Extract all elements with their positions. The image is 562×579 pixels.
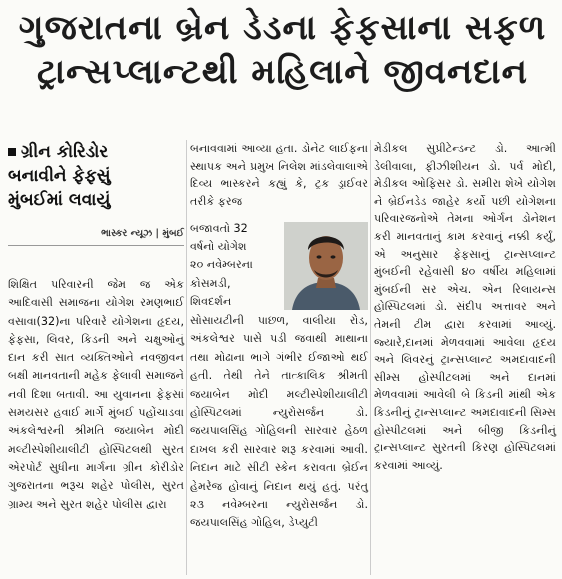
column-divider <box>370 140 371 575</box>
subheading-line-2: બનાવીને ફેફસું <box>8 166 111 186</box>
byline: ભાસ્કર ન્યૂઝ | મુંબઈ <box>101 228 184 239</box>
headline <box>10 6 555 94</box>
person-photo-svg <box>284 222 368 310</box>
column-3 <box>374 140 556 474</box>
divider <box>8 245 184 246</box>
column-2-top-text: બનાવવામાં આવ્યા હતા. ડોનેટ લાઈફના સ્થાપક અને પ્રમુખ નિલેશ માંડલેવાલાએ દિવ્ય ભાસ્કરને કહ્યું કે, ટ્રક ડ્રાઈવર તરીકે ફરજ <box>190 142 368 208</box>
subheading-block <box>8 140 184 246</box>
column-2-line: શિવદર્શન <box>190 294 232 308</box>
headline-line-2: ટ્રાન્સપ્લાન્ટથી મહિલાને જીવનદાન <box>37 52 528 92</box>
column-1-text: શિક્ષિત પરિવારની જેમ જ એક આદિવાસી સમાજના યોગેશ રમણભાઈ વસાવા(32)ના પરિવારે યોગેશના હૃદય, ફેફસા, લિવર, કિડની અને ચક્ષુઓનું દાન કરી સાત વ્યક્તિઓને નવજીવન બક્ષી માનવતાની મહેક ફેલાવી સમાજને નવી દિશા બતાવી. આ યુવાનના ફેફસાં સમયસર હવાઈ માર્ગે મુંબઈ પહોંચાડવા અંકલેશ્વરની શ્રીમતિ જયાબેન મોદી મલ્ટીસ્પેશીયાલીટી હોસ્પિટલથી સુરત એરપોર્ટ સુધીના માર્ગના ગ્રીન કોરીડોર ગુજરાતના ભરૂચ શહેર પોલીસ, સુરત ગ્રામ્ય અને સુરત શહેર પોલીસ દ્વારા <box>8 278 184 511</box>
person-photo-icon <box>284 222 368 310</box>
column-1 <box>8 276 184 514</box>
bullet-icon <box>8 148 16 156</box>
column-2-line: કોસમડી, <box>190 276 231 290</box>
subheading-line-3: મુંબઈમાં લવાયું <box>8 190 111 210</box>
column-2-wrap-lines <box>190 220 282 311</box>
column-2-bottom-text: સોસાયટીની પાછળ, વાલીયા રોડ, અંકલેશ્વર પાસે પડી જવાથી માથાના તથા મોઢાના ભાગે ગંભીર ઈજાઓ થઈ હતી. તેથી તેને તાત્કાલિક શ્રીમતી જયાબેન મોદી મલ્ટીસ્પેશીયાલીટી હોસ્પિટલમાં ન્યુરોસર્જન ડો. જયપાલસિંહ ગોહિલની સારવાર હેઠળ દાખલ કરી સારવાર શરૂ કરવામાં આવી. નિદાન માટે સીટી સ્કેન કરાવતા બ્રેઈન હેમરેજ હોવાનું નિદાન થયું હતું. પરંતુ ૨૩ નવેમ્બરના ન્યુરોસર્જન ડો. જયપાલસિંહ ગોહિલ, ડેપ્યુટી <box>190 314 368 530</box>
column-2-bottom <box>190 312 368 533</box>
column-3-text: મેડીકલ સુપ્રીટેન્ડન્ટ ડો. આત્મી ડેલીવાલા, ફીઝીશીયન ડો. પર્વ મોદી, મેડીકલ ઓફિસર ડો. સમીરા શેખે યોગેશ ને બ્રેઈનડેડ જાહેર કર્યો પછી યોગેશના પરિવારજનોએ તેમના ઓર્ગન ડોનેશન કરી માનવતાનું કામ કરવાનું નક્કી કર્યું, એ અનુસાર ફેફસાનું ટ્રાન્સપ્લાન્ટ મુંબઈની રહેવાસી ૪૦ વર્ષીય મહિલામાં મુંબઈની સર એચ. એન રિલાયન્સ હોસ્પિટલમાં ડો. સંદીપ અત્તાવર અને તેમની ટીમ દ્વારા કરવામાં આવ્યું. જ્યારે,દાનમાં મેળવવામાં આવેલા હૃદય અને લિવરનું ટ્રાન્સપ્લાન્ટ અમદાવાદની સીમ્સ હોસ્પીટલમાં અને દાનમાં મેળવવામાં આવેલી બે કિડની માંથી એક કિડનીનું ટ્રાન્સપ્લાન્ટ અમદાવાદની સિમ્સ હોસ્પીટલમાં અને બીજી કિડનીનું ટ્રાન્સપ્લાન્ટ સુરતની કિરણ હોસ્પિટલમાં કરવામાં આવ્યું. <box>374 142 556 472</box>
column-2-top <box>190 140 368 210</box>
column-2-line: બજાવતો 32 <box>190 222 248 235</box>
subheading <box>8 140 184 212</box>
column-divider <box>186 140 187 575</box>
column-2-line: વર્ષનો યોગેશ <box>190 240 247 254</box>
column-2-line: ૨૦ નવેમ્બરના <box>190 258 253 272</box>
headline-line-1: ગુજરાતના બ્રેન ડેડના ફેફસાના સફળ <box>18 8 547 48</box>
subheading-line-1: ગ્રીન કોરિડોર <box>21 142 109 162</box>
